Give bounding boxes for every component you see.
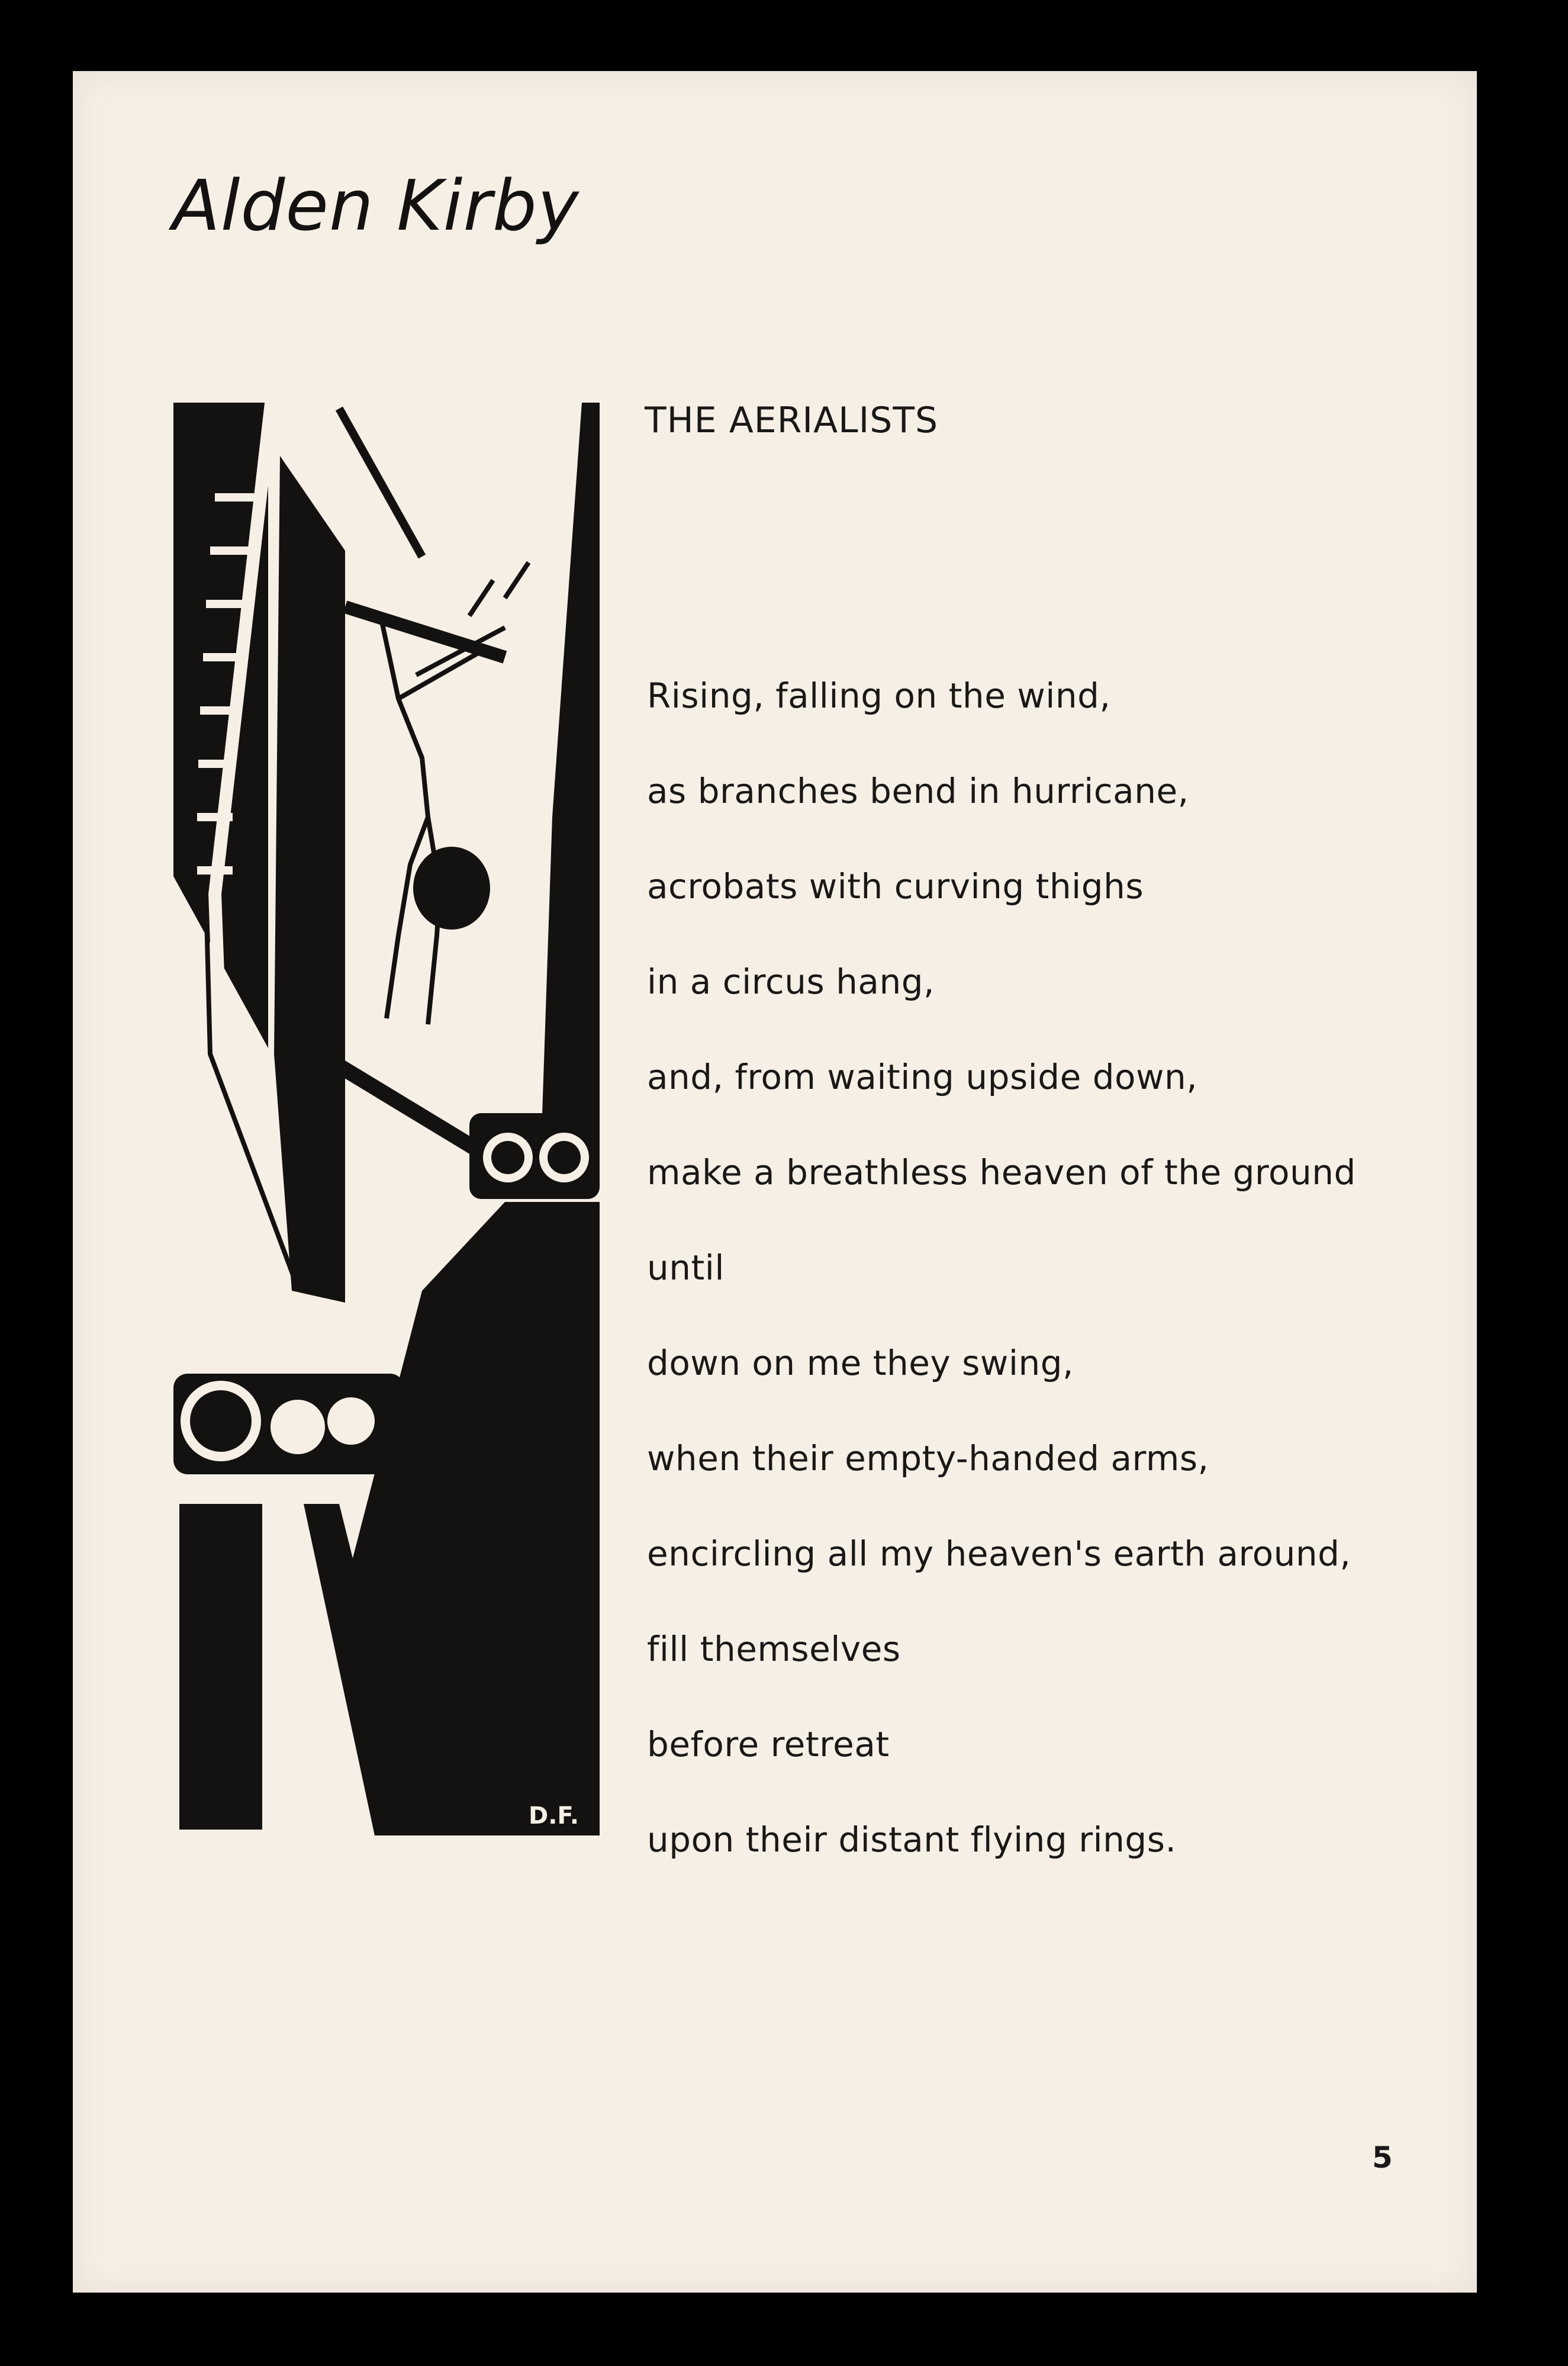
poem-line: before retreat <box>647 1724 890 1764</box>
poem-body <box>647 666 1476 1905</box>
poem-title: THE AERIALISTS <box>645 400 939 441</box>
poem-line: Rising, falling on the wind, <box>647 676 1111 716</box>
author-name: Alden Kirby <box>172 165 579 246</box>
poem-line: as branches bend in hurricane, <box>647 771 1189 811</box>
poem-line: fill themselves <box>647 1629 901 1669</box>
page-number: 5 <box>1372 2140 1393 2175</box>
poem-line: down on me they swing, <box>647 1343 1074 1383</box>
poem-line: when their empty-handed arms, <box>647 1438 1209 1478</box>
poem-line: upon their distant flying rings. <box>647 1819 1177 1860</box>
book-page <box>73 71 1477 2293</box>
poem-line: and, from waiting upside down, <box>647 1057 1198 1097</box>
artist-signature: D.F. <box>529 1802 579 1830</box>
poem-line: encircling all my heaven's earth around, <box>647 1534 1351 1574</box>
poem-line: in a circus hang, <box>647 962 935 1002</box>
poem-line: acrobats with curving thighs <box>647 866 1144 906</box>
aerialist-woodcut-icon <box>173 403 600 1835</box>
poem-line: make a breathless heaven of the ground <box>647 1152 1356 1192</box>
poem-line: until <box>647 1248 725 1288</box>
